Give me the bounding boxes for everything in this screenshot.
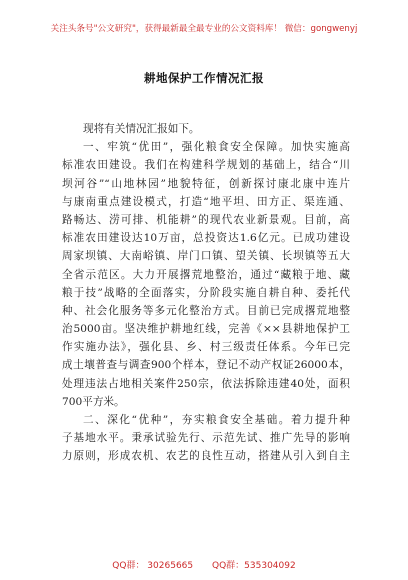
text-line: 成土壤普查与调查900个样本，登记不动产权证26000本，: [62, 359, 350, 372]
text-line: 700平方米。: [62, 395, 125, 408]
text-line: 种、社会化服务等多元化整治方式。目前已完成撂荒地整: [62, 304, 350, 317]
text-line: 粮于技”战略的全面落实，分阶段实施自耕自种、委托代: [62, 286, 350, 299]
footer-qq-group-1: QQ群： 30265665: [112, 561, 194, 571]
page-title: 耕地保护工作情况汇报: [144, 71, 264, 85]
text-line: 路畅达、涝可排、机能耕”的现代农业新景观。目前，高: [62, 213, 350, 226]
text-line: 现将有关情况汇报如下。: [83, 123, 200, 135]
footer-contact: [0, 558, 408, 571]
text-line: 力原则，形成农机、农艺的良性互动，搭建从引入到自主: [62, 450, 350, 463]
text-line: 治5000亩。坚决维护耕地红线，完善《××县耕地保护工: [62, 323, 350, 336]
text-line: 子基地水平。秉承试验先行、示范先试、推广先导的影响: [62, 432, 350, 445]
footer-qq-group-2: QQ群：535304092: [212, 561, 296, 571]
text-line: 处理违法占地相关案件250宗，依法拆除违建40处，面积: [62, 377, 350, 390]
text-line: 作实施办法》，强化县、乡、村三级责任体系。今年已完: [62, 341, 350, 354]
document-body: [62, 120, 350, 466]
text-line: 一、牢筑“优田”，强化粮食安全保障。加快实施高: [83, 141, 350, 154]
header-note: 关注头条号"公文研究"，获得最新最全最专业的公文资料库！ 微信：gongwenyj: [50, 24, 358, 34]
text-line: 全省示范区。大力开展撂荒地整治，通过“藏粮于地、藏: [62, 268, 350, 281]
text-line: 与康南重点建设模式，打造“地平坦、田方正、渠连通、: [62, 195, 350, 208]
text-line: 坝河谷”“山地林园”地貌特征，创新探讨康北康中连片: [62, 177, 350, 190]
text-line: 二、深化“优种”，夯实粮食安全基础。着力提升种: [83, 414, 350, 426]
text-line: 标准农田建设。我们在构建科学规划的基础上，结合“川: [62, 159, 350, 172]
text-line: 周家坝镇、大南峪镇、岸门口镇、望关镇、长坝镇等五大: [62, 250, 350, 263]
text-line: 标准农田建设达10万亩，总投资达1.6亿元。已成功建设: [62, 232, 350, 245]
